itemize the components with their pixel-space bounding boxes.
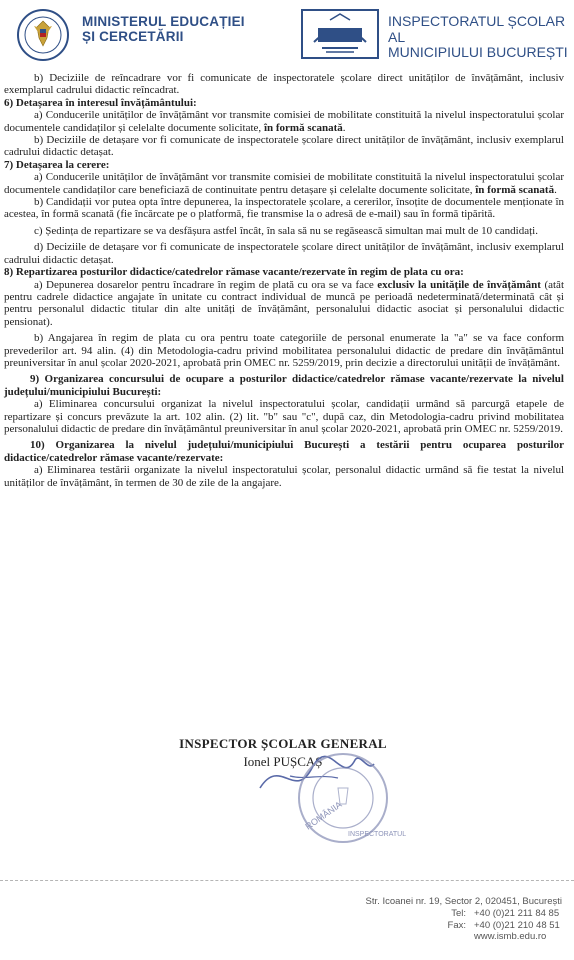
bold-text: exclusiv la unitățile de învățământ xyxy=(377,278,541,291)
footer-contact xyxy=(302,896,562,943)
document-body xyxy=(4,72,564,489)
ministry-name xyxy=(82,14,245,44)
website-link[interactable]: www.ismb.edu.ro xyxy=(474,931,547,943)
paragraph-text: a) Conducerile unităților de învățământ vor transmite comisiei de mobilitate constituită la nivelul inspectoratului școlar documentele candidaților și celelalte documente solicitate, xyxy=(4,109,564,134)
bold-text: în formă scanată xyxy=(263,121,343,134)
fax-value: +40 (0)21 210 48 51 xyxy=(474,919,560,931)
stamp-text: INSPECTORATUL xyxy=(348,831,407,838)
section-heading-9: 9) Organizarea concursului de ocupare a posturilor didactice/catedrelor rămase vacante/rezervate la nivelul județului/municipiului București: xyxy=(4,373,564,398)
tel-label: Tel: xyxy=(451,907,466,919)
section-heading-7: 7) Detașarea la cerere: xyxy=(4,158,110,171)
letterhead xyxy=(0,0,574,70)
paragraph: a) Eliminarea concursului organizat la nivelul inspectoratului școlar, candidații urmând să parcurgă etapele de repartizare și concurs prevăzute la art. 102 alin. (2) lit. "b" sau "c", după caz, din Metodologia-cadru privind mobilitatea personalului didactic de predare din învățământul preuniversitar în anul școlar 2020-2021, aprobată prin OMEC nr. 5259/2019. xyxy=(4,398,564,435)
section-heading-10: 10) Organizarea la nivelul județului/municipiului București a testării pentru ocuparea posturilor didactice/catedrelor rămase vacante/rezervate: xyxy=(4,439,564,464)
paragraph xyxy=(4,171,564,196)
footer-website-row xyxy=(302,931,562,943)
tel-value: +40 (0)21 211 84 85 xyxy=(474,907,560,919)
footer-fax-row xyxy=(302,920,562,932)
paragraph: d) Deciziile de detașare vor fi comunicate de inspectoratele școlare direct unităților de învățământ, inclusiv exemplarul cadrului didactic detașat. xyxy=(4,241,564,266)
footer-tel-row xyxy=(302,908,562,920)
paragraph xyxy=(4,109,564,134)
footer-address: Str. Icoanei nr. 19, Sector 2, 020451, București xyxy=(365,896,562,907)
section-heading-6: 6) Detașarea în interesul învățământului: xyxy=(4,96,197,109)
ministry-line-1: MINISTERUL EDUCAȚIEI xyxy=(82,14,245,29)
paragraph: b) Deciziile de detașare vor fi comunicate de inspectoratele școlare direct unităților de învățământ, inclusiv exemplarul cadrului didactic detașat. xyxy=(4,134,564,159)
paragraph-text: a) Conducerile unităților de învățământ vor transmite comisiei de mobilitate constituită la nivelul inspectoratului școlar documentele candidaților care beneficiază de continuitate pentru detașare și celelalte documente solicitate, xyxy=(4,171,564,196)
section-heading-8: 8) Repartizarea posturilor didactice/catedrelor rămase vacante/rezervate în regim de plata cu ora: xyxy=(4,266,464,279)
paragraph xyxy=(4,279,564,329)
paragraph-text: . xyxy=(342,121,346,134)
paragraph: a) Eliminarea testării organizate la nivelul inspectoratului școlar, personalul didactic urmând să fie testat la nivelul unităților de învățământ, în termen de 30 de zile de la angajare. xyxy=(4,464,564,489)
fax-label: Fax: xyxy=(447,919,466,931)
paragraph: b) Deciziile de reîncadrare vor fi comunicate de inspectoratele școlare direct unităților de învățământ, inclusiv exemplarul cadrului didactic reîncadrat. xyxy=(4,72,564,97)
footer-divider xyxy=(0,880,574,881)
paragraph-text: . xyxy=(554,183,557,196)
stamp-text: ROMÂNIA xyxy=(303,799,344,832)
paragraph-text: (atât pentru cadrele didactice angajate în unitate cu contract individual de muncă pe perioadă nedeterminată/determinată cât și pentru personalul didactic titular din alte unități de învățământ, personalului didactic asociat și personalului didactic pensionat). xyxy=(4,278,564,328)
signatory-title: INSPECTOR ȘCOLAR GENERAL xyxy=(179,736,387,751)
paragraph: c) Ședința de repartizare se va desfășura astfel încât, în sala să nu se regăsească simultan mai mult de 10 candidați. xyxy=(34,224,538,237)
official-stamp-icon xyxy=(288,748,407,848)
inspectorate-line-2: MUNICIPIULUI BUCUREȘTI xyxy=(388,44,568,60)
inspectorate-line-1: INSPECTORATUL ȘCOLAR AL xyxy=(388,13,566,45)
paragraph: b) Angajarea în regim de plata cu ora pentru toate categoriile de personal enumerate la "a" se va face conform prevederilor art. 94 alin. (4) din Metodologia-cadru privind mobilitatea personalului didactic de predare din învățământul preuniversitar în anul școlar 2020-2021, aprobată prin OMEC nr. 5259/2019, prin decizie a directorului unității de învățământ. xyxy=(4,332,564,369)
bold-text: în formă scanată xyxy=(475,183,555,196)
inspectorate-name xyxy=(388,14,574,61)
signatory-name: Ionel PUȘCAȘ xyxy=(243,754,323,769)
ministry-line-2: ȘI CERCETĂRII xyxy=(82,29,184,44)
paragraph: b) Candidații vor putea opta între depunerea, la inspectoratele școlare, a cererilor, însoțite de documentele menționate în acestea, în formă scanată (fie încărcate pe o platformă, fie transmise la o adresă de e-mail) sau în formă tipărită. xyxy=(4,196,564,221)
paragraph-text: a) Depunerea dosarelor pentru încadrare în regim de plată cu ora se va face xyxy=(34,278,378,291)
government-emblem-icon xyxy=(12,8,74,62)
ismb-logo-icon xyxy=(300,8,380,60)
